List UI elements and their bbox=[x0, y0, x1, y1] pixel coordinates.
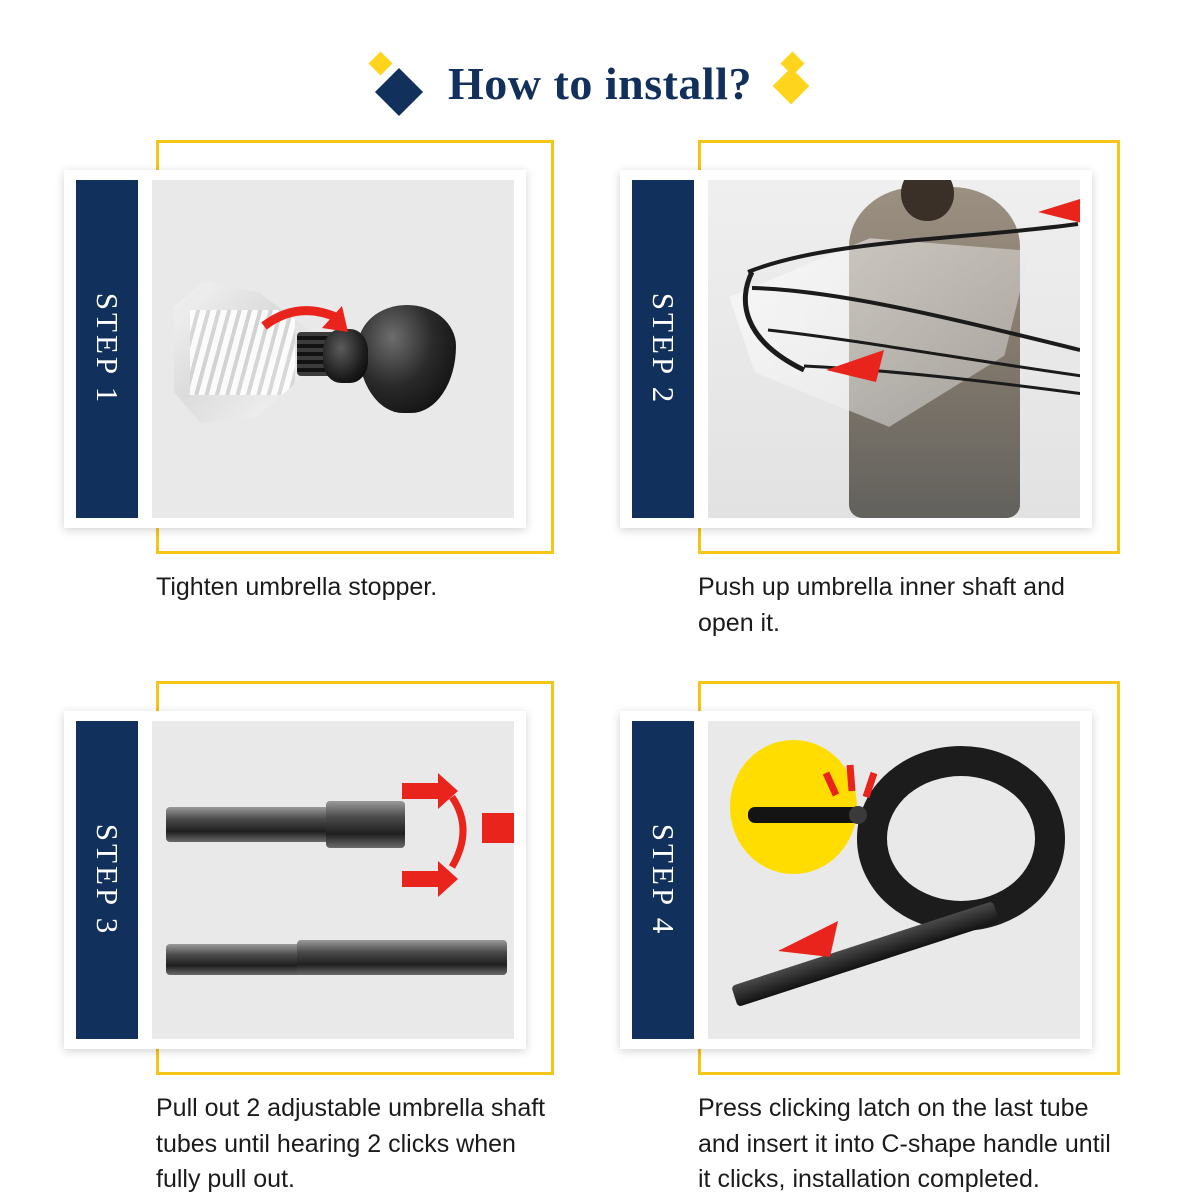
step-2-photo-card bbox=[620, 170, 1092, 528]
step-1-tab bbox=[76, 180, 138, 518]
step-4-caption: Press clicking latch on the last tube and insert it into C-shape handle until it clicks, installation completed. bbox=[698, 1094, 1111, 1193]
steps-row-1 bbox=[0, 140, 1200, 641]
step-3-photo-card bbox=[64, 711, 526, 1049]
step-card-4 bbox=[600, 681, 1200, 1198]
page-title-row bbox=[0, 48, 1200, 118]
step-4-label: STEP 4 bbox=[646, 823, 681, 937]
step-3-image bbox=[152, 721, 514, 1039]
step-1-photo-card bbox=[64, 170, 526, 528]
step-3-caption: Pull out 2 adjustable umbrella shaft tubes until hearing 2 clicks when fully pull out. bbox=[156, 1094, 546, 1193]
step-1-frame bbox=[64, 140, 564, 560]
step-1-arrow-icon bbox=[152, 180, 514, 518]
step-3-tab bbox=[76, 721, 138, 1039]
step-1-caption: Tighten umbrella stopper. bbox=[156, 573, 438, 601]
step-2-label: STEP 2 bbox=[646, 292, 681, 406]
step-3-arrow-icon bbox=[152, 721, 514, 1039]
step-3-label: STEP 3 bbox=[90, 823, 125, 937]
page-title: How to install? bbox=[448, 57, 752, 109]
step-2-caption: Push up umbrella inner shaft and open it. bbox=[698, 573, 1065, 637]
step-4-image bbox=[708, 721, 1080, 1039]
diamond-large-icon bbox=[375, 68, 423, 116]
step-2-frame bbox=[620, 140, 1120, 560]
step-4-photo-card bbox=[620, 711, 1092, 1049]
step-3-frame bbox=[64, 681, 564, 1081]
step-card-1 bbox=[0, 140, 600, 641]
steps-row-2 bbox=[0, 681, 1200, 1198]
step-2-tab bbox=[632, 180, 694, 518]
step-4-tab bbox=[632, 721, 694, 1039]
step-2-image bbox=[708, 180, 1080, 518]
title-decoration-left bbox=[376, 55, 422, 111]
latch-detail-illustration bbox=[708, 721, 1080, 1039]
step-card-2 bbox=[600, 140, 1200, 641]
step-1-label: STEP 1 bbox=[90, 292, 125, 406]
step-card-3 bbox=[0, 681, 600, 1198]
step-4-frame bbox=[620, 681, 1120, 1081]
step-2-arrow-icon bbox=[708, 180, 1080, 518]
title-decoration-right bbox=[778, 55, 824, 111]
steps-grid bbox=[0, 140, 1200, 1198]
diamond-small-icon bbox=[368, 51, 392, 75]
diamond-medium-icon bbox=[773, 68, 810, 105]
step-1-image bbox=[152, 180, 514, 518]
